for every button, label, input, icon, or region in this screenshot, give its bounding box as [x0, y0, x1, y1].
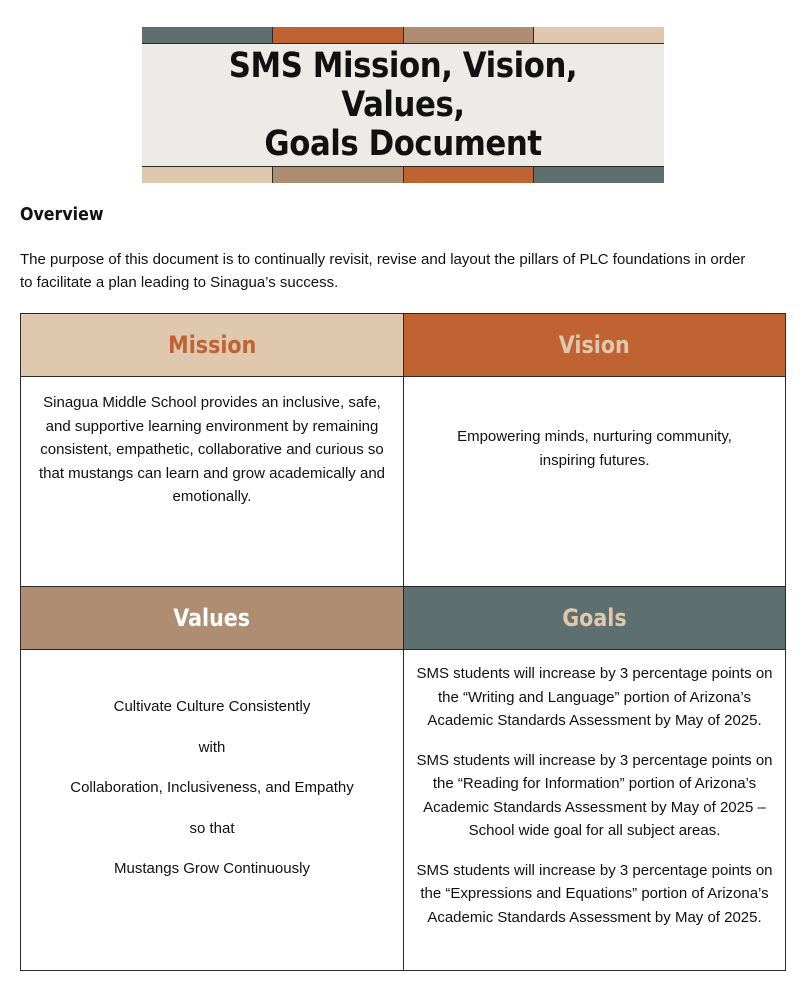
- stripe-segment: [534, 27, 664, 43]
- goals-title: Goals: [562, 604, 627, 632]
- values-header: [20, 586, 404, 650]
- vision-title: Vision: [559, 331, 630, 359]
- goal-item: SMS students will increase by 3 percentage points on the “Writing and Language” portion of Arizona’s Academic Standards Assessment by May of 2025.: [416, 665, 773, 729]
- values-line: Mustangs Grow Continuously: [114, 860, 310, 877]
- values-title: Values: [173, 604, 251, 632]
- goals-header: [403, 586, 786, 650]
- mission-title: Mission: [167, 331, 257, 359]
- values-cell: [20, 649, 404, 971]
- stripe-segment: [273, 27, 404, 43]
- values-line: Collaboration, Inclusiveness, and Empathy: [70, 779, 354, 796]
- title-banner: [142, 27, 664, 183]
- mission-text: Sinagua Middle School provides an inclusive, safe, and supportive learning environment by remaining consistent, empathetic, collaborative and curious so that mustangs can learn and grow academically and emotionally.: [38, 394, 386, 505]
- overview-text: The purpose of this document is to continually revisit, revise and layout the pillars of PLC foundations in order to facilitate a plan leading to Sinagua’s success.: [20, 251, 746, 291]
- stripe-segment: [142, 27, 273, 43]
- mission-cell: [20, 376, 404, 587]
- stripe-segment: [273, 167, 404, 183]
- vision-header: [403, 313, 786, 377]
- goals-cell: [403, 649, 786, 971]
- page-title: SMS Mission, Vision, Values, Goals Document: [228, 46, 578, 164]
- stripe-segment: [142, 167, 273, 183]
- stripe-segment: [404, 27, 535, 43]
- stripe-segment: [404, 167, 535, 183]
- vision-cell: [403, 376, 786, 587]
- banner-bottom-stripe: [142, 166, 664, 183]
- vision-text: Empowering minds, nurturing community, inspiring futures.: [457, 428, 732, 469]
- goal-item: SMS students will increase by 3 percentage points on the “Reading for Information” portion of Arizona’s Academic Standards Assessment by May of 2025 – School wide goal for all subject areas.: [416, 751, 773, 839]
- mvvg-table: [20, 313, 786, 971]
- values-line: with: [198, 738, 226, 756]
- overview-heading: Overview: [20, 204, 104, 225]
- values-line: so that: [189, 819, 235, 837]
- values-line: Cultivate Culture Consistently: [113, 698, 311, 715]
- banner-top-stripe: [142, 27, 664, 44]
- goal-item: SMS students will increase by 3 percentage points on the “Expressions and Equations” portion of Arizona’s Academic Standards Assessment by May of 2025.: [416, 861, 773, 926]
- stripe-segment: [534, 167, 664, 183]
- mission-header: [20, 313, 404, 377]
